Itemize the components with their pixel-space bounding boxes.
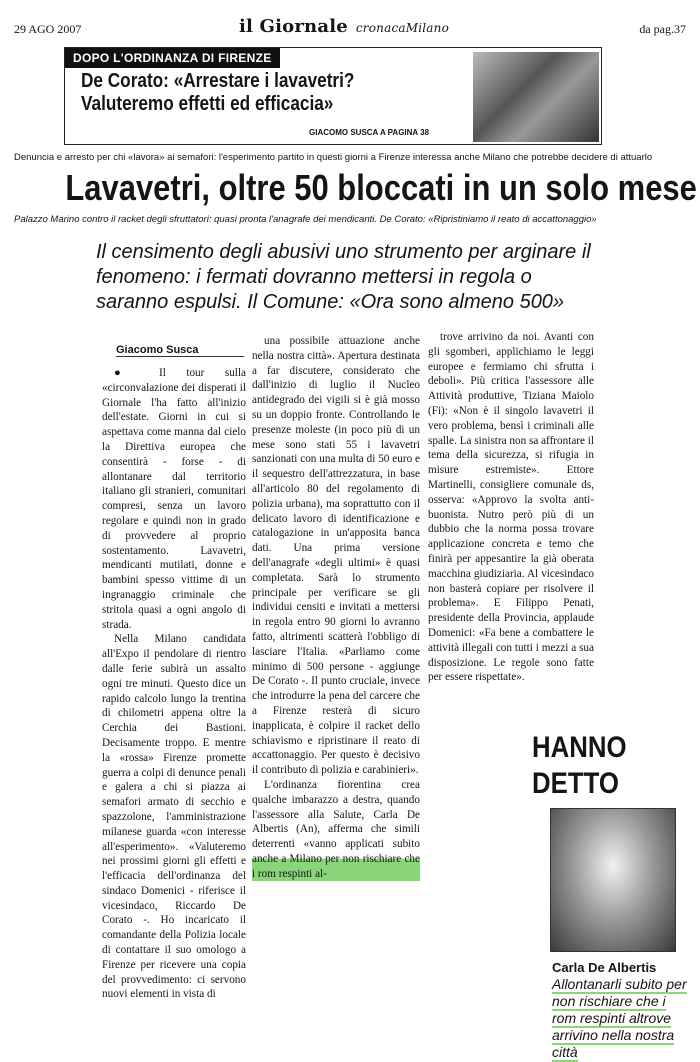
newspaper-name: il Giornale [239, 16, 348, 37]
quote-author: Carla De Albertis [552, 960, 657, 975]
teaser-byline: GIACOMO SUSCA A PAGINA 38 [309, 128, 430, 137]
article-author: Giacomo Susca [116, 344, 244, 357]
article-column-3 [428, 330, 594, 685]
teaser-kicker: DOPO L'ORDINANZA DI FIRENZE [65, 48, 280, 68]
publication-date: 29 AGO 2007 [14, 22, 82, 36]
quote-highlight: Allontanarli subito per non rischiare che i rom respinti altrove arrivino nella nostra città [552, 976, 687, 1060]
sidebar-title [532, 730, 627, 802]
sidebar-title-line2: DETTO [532, 767, 619, 800]
teaser-box [64, 47, 602, 145]
sidebar-title-line1: HANNO [532, 731, 627, 764]
paragraph: Nella Milano candidata all'Expo il pendolare di rientro dalle ferie subirà un assalto ogni tre minuti. Questo dice un rapido calcolo lungo la trentina di chilometri appena oltre la Cerchia dei Bastioni. Decisamente troppo. E mentre la «rossa» Firenze promette guerra a colpi di denunce penali e galera a chi si piazza ai semafori armato di secchio e spazzolone, l'amministrazione milanese guarda «con interesse all'esperimento». «Valuteremo nei prossimi giorni gli effetti e l'efficacia dell'ordinanza del sindaco Domenici - riferisce il vicesindaco, Riccardo De Corato -. Ho incaricato il comandante della Polizia locale di contattare il suo omologo a Firenze per ricevere una copia del provvedimento: ci servono nuovi elementi in vista di [102, 633, 246, 1001]
section-name: cronacaMilano [355, 21, 450, 35]
teaser-photo [473, 52, 599, 142]
quote-sidebar [530, 730, 690, 1060]
page-header [14, 16, 686, 38]
paragraph: una possibile attuazione anche nella nostra città». Apertura destinata a far discutere, considerato che dall'inizio di luglio il Nucleo antidegrado dei vigili si è già mosso su un doppio fronte. Controllando le presenze moleste (in poco più di un mese sono stati 55 i lavavetri sanzionati con una multa di 50 euro e il sequestro dell'attrezzatura, in base all'articolo 80 del regolamento di polizia urbana), ma soprattutto con il delicato lavoro di identificazione e catalogazione in un'apposita banca dati. Una prima versione dell'anagrafe «degli ultimi» è quasi completata. Sarà lo strumento principale per verificare se gli individui censiti e invitati a mettersi in regola entro 90 giorni lo avranno fatto, altrimenti scatterà l'obbligo di lasciare l'Italia. «Parliamo come minimo di 500 persone - aggiunge De Corato -. Il punto cruciale, invece che introdurre la pena del carcere che a Firenze resterà di sicuro inapplicata, è colpire il racket dello schiavismo e ripristinare il reato di accattonaggio. Per questo è decisivo il contributo di polizia e carabinieri». [252, 335, 420, 777]
page-reference: da pag.37 [639, 22, 686, 36]
article-column-2 [252, 334, 420, 881]
article-headline [14, 166, 697, 210]
teaser-title: De Corato: «Arrestare i lavavetri? Valuteremo effetti ed efficacia» [81, 70, 355, 115]
headline-text: Lavavetri, oltre 50 bloccati in un solo mese [65, 167, 697, 208]
article-overline: Denuncia e arresto per chi «lavora» ai semafori: l'esperimento partito in questi giorni a Firenze interessa anche Milano che potrebbe decidere di attuarlo [14, 152, 653, 163]
article-summary: Il censimento degli abusivi uno strumento per arginare il fenomeno: i fermati dovranno mettersi in regola o saranno espulsi. Il Comune: «Ora sono almeno 500» [96, 241, 591, 313]
article-subline: Palazzo Marino contro il racket degli sfruttatori: quasi pronta l'anagrafe dei mendicanti. De Corato: «Ripristiniamo il reato di accattonaggio» [14, 214, 597, 225]
portrait-photo [550, 808, 676, 952]
article-column-1 [102, 366, 246, 1002]
quote-text [552, 976, 692, 1061]
highlighted-paragraph: L'ordinanza fiorentina crea qualche imbarazzo a destra, quando l'assessore alla Salute, Carla De Albertis (An), afferma che simili deterrenti «vanno applicati subito anche a Milano per non rischiare che i rom respinti al- [252, 778, 420, 880]
masthead [239, 16, 449, 37]
paragraph: trove arrivino da noi. Avanti con gli sgomberi, applichiamo le leggi europee e fermiamo chi sfrutta i deboli». Più critica l'assessore alle Attività produttive, Tiziana Maiolo (Fi): «Non è il singolo lavavetri il vero problema, bensì i criminali alle spalle. La sinistra non sa affrontare il tema della sicurezza, si rifugia in misure estremiste». Ettore Martinelli, consigliere comunale ds, osserva: «Approvo la svolta anti-buonista. Nutro però più di un dubbio che la norma possa trovare applicazione concreta e temo che finirà per appesantire la già oberata macchina giudiziaria. Al vicesindaco non basterà copiare per risolvere il problema». E Filippo Penati, presidente della Provincia, applaude Domenici: «Fa bene a combattere le attività illegali con tutti i mezzi a sua disposizione. Le regole sono fatte per essere rispettate». [428, 331, 594, 684]
paragraph: ● Il tour sulla «circonvalazione dei disperati il Giornale l'ha fatto all'inizio dell'estate. Giorni in cui si aspettava come manna dal cielo la Direttiva europea che consentirà - forse - di allontanare dal territorio italiano gli stranieri, comunitari compresi, senza un lavoro regolare e quindi non in grado di provvedere al proprio sostentamento. Lavavetri, mendicanti mutilati, donne e bambini spesso vittime di un ingranaggio criminale che stritola quasi a ogni angolo di strada. [102, 367, 246, 631]
